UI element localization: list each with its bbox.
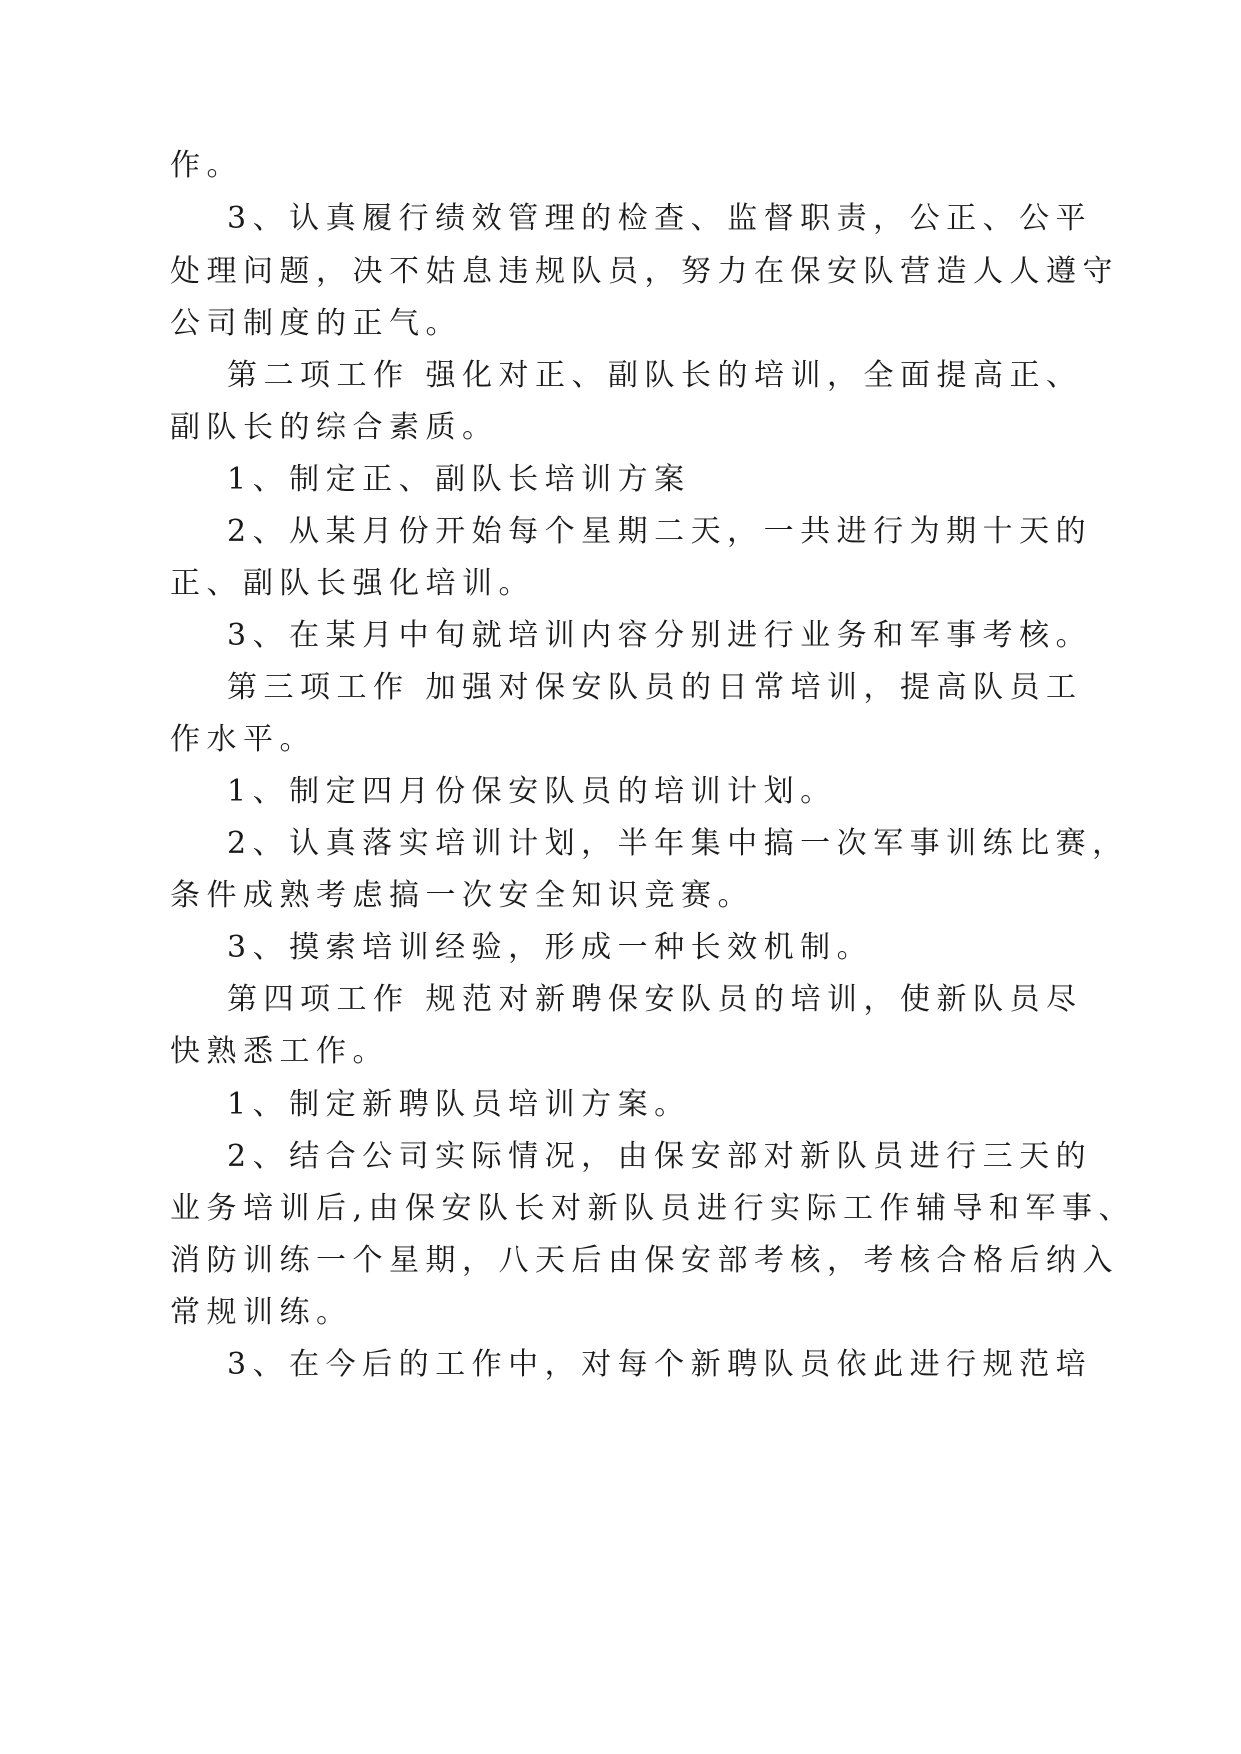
text-line: 3、在今后的工作中，对每个新聘队员依此进行规范培 [227, 1347, 1093, 1382]
text-line: 第三项工作 加强对保安队员的日常培训，提高队员工 [227, 670, 1083, 705]
text-line: 1、制定正、副队长培训方案 [227, 462, 691, 497]
text-line: 1、制定四月份保安队员的培训计划。 [227, 774, 837, 809]
text-line: 作水平。 [170, 722, 316, 757]
text-line: 处理问题，决不姑息违规队员，努力在保安队营造人人遵守 [170, 254, 1119, 289]
text-line: 副队长的综合素质。 [170, 410, 499, 445]
text-line: 2、认真落实培训计划，半年集中搞一次军事训练比赛， [227, 826, 1129, 861]
text-line: 第四项工作 规范对新聘保安队员的培训，使新队员尽 [227, 982, 1083, 1017]
text-line: 作。 [170, 148, 243, 183]
text-line: 1、制定新聘队员培训方案。 [227, 1087, 691, 1122]
text-line: 2、结合公司实际情况，由保安部对新队员进行三天的 [227, 1139, 1093, 1174]
text-line: 正、副队长强化培训。 [170, 566, 535, 601]
text-line: 3、认真履行绩效管理的检查、监督职责，公正、公平 [227, 201, 1093, 236]
text-line: 条件成熟考虑搞一次安全知识竞赛。 [170, 878, 754, 913]
text-line: 2、从某月份开始每个星期二天，一共进行为期十天的 [227, 514, 1093, 549]
text-line: 公司制度的正气。 [170, 306, 462, 341]
text-line: 业务培训后,由保安队长对新队员进行实际工作辅导和军事、 [170, 1191, 1136, 1226]
text-line: 3、在某月中旬就培训内容分别进行业务和军事考核。 [227, 618, 1093, 653]
text-line: 3、摸索培训经验，形成一种长效机制。 [227, 930, 874, 965]
text-line: 消防训练一个星期，八天后由保安部考核，考核合格后纳入 [170, 1243, 1119, 1278]
text-line: 第二项工作 强化对正、副队长的培训，全面提高正、 [227, 358, 1083, 393]
text-line: 常规训练。 [170, 1295, 353, 1330]
text-line: 快熟悉工作。 [170, 1034, 389, 1069]
